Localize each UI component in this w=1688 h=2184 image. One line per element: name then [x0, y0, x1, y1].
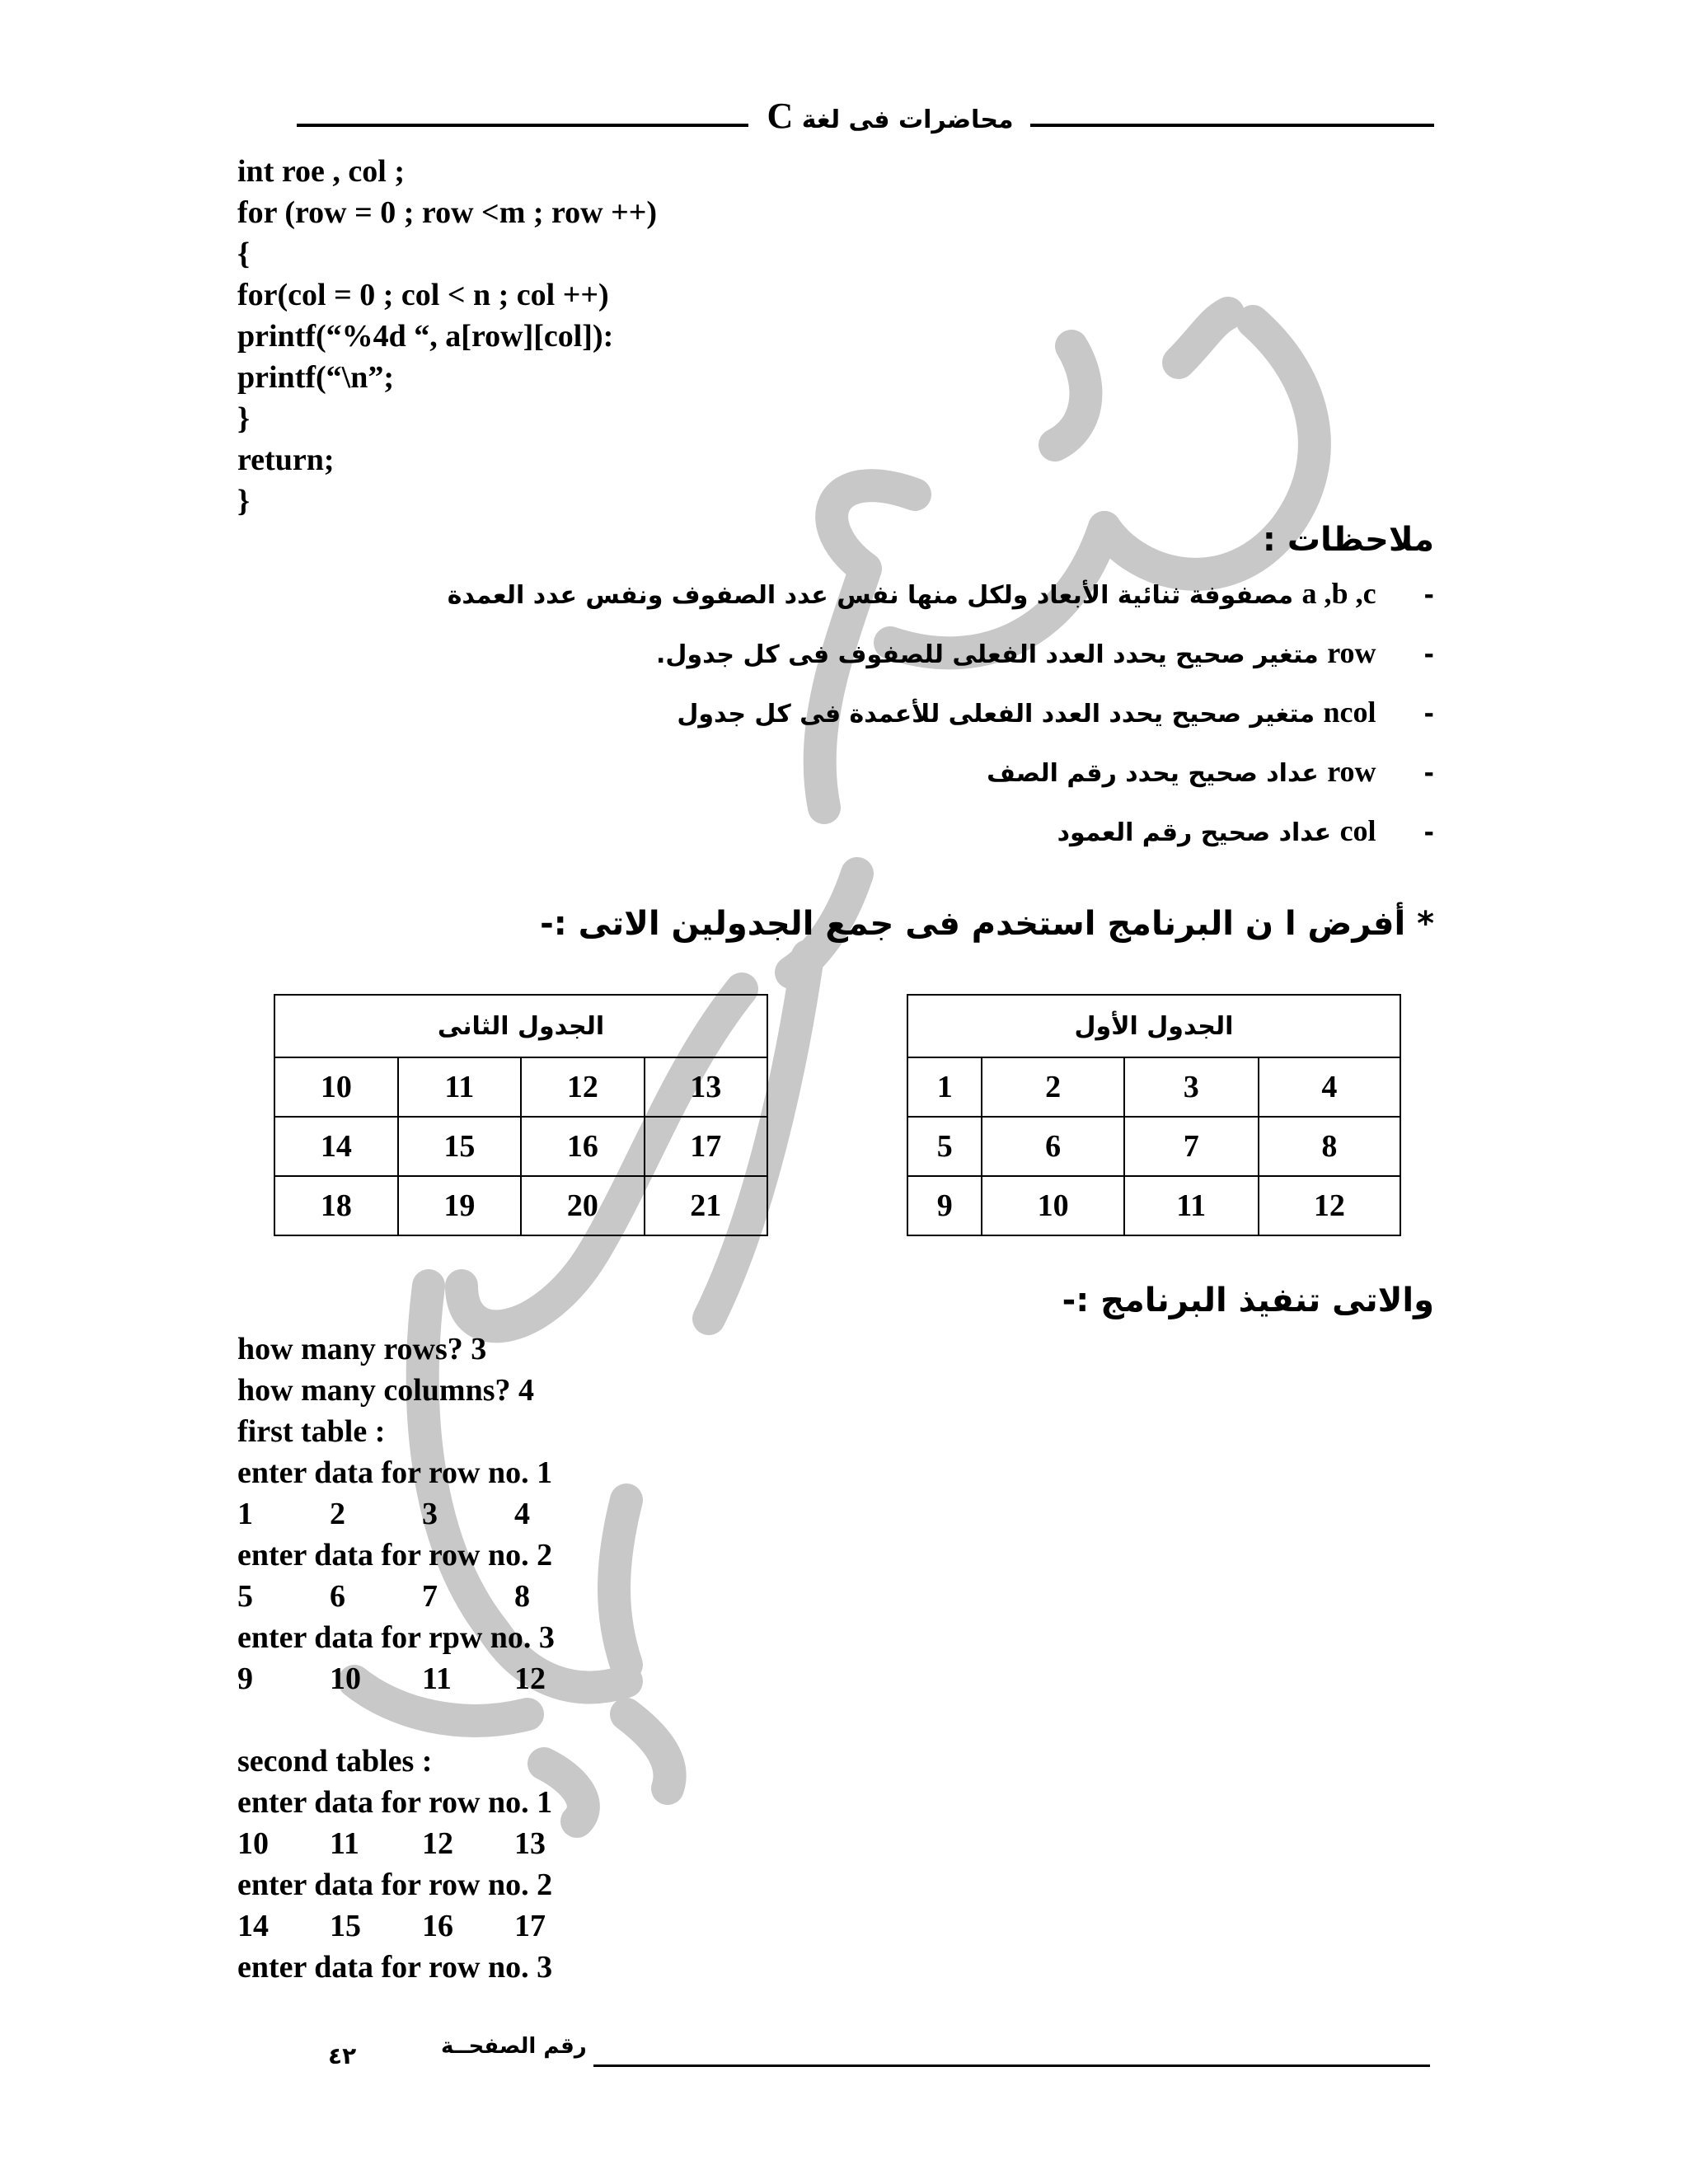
note-term: row: [1327, 755, 1376, 788]
run-value: 17: [514, 1909, 546, 1943]
note-text: متغير صحيح يحدد العدد الفعلى للأعمدة فى كل جدول: [677, 700, 1324, 729]
page-number-label: رقم الصفحــة: [441, 2034, 587, 2059]
run-value: 13: [514, 1826, 546, 1861]
assume-heading: * أفرض ا ن البرنامج استخدم فى جمع الجدولين الاتى :-: [540, 905, 1434, 943]
run-values: [237, 1493, 607, 1535]
table-cell: 10: [982, 1176, 1123, 1235]
run-values: [237, 1576, 607, 1617]
note-text: عداد صحيح يحدد رقم الصف: [987, 759, 1328, 788]
table-cell: 11: [398, 1057, 521, 1117]
table-cell: 7: [1124, 1117, 1259, 1176]
run-value: 11: [422, 1661, 452, 1696]
table-cell: 14: [274, 1117, 398, 1176]
table-cell: 21: [645, 1176, 767, 1235]
run-line: how many columns? 4: [237, 1373, 534, 1408]
table-cell: 8: [1259, 1117, 1400, 1176]
table-cell: 6: [982, 1117, 1123, 1176]
note-bullet: -: [1423, 581, 1434, 610]
run-value: 1: [237, 1497, 253, 1531]
table-cell: 5: [907, 1117, 982, 1176]
code-line: }: [237, 401, 250, 436]
table-first: [907, 994, 1401, 1236]
run-value: 14: [237, 1909, 269, 1943]
code-line: int roe , col ;: [237, 154, 405, 189]
table-cell: 11: [1124, 1176, 1259, 1235]
header-title-lang: C: [767, 96, 794, 136]
table-cell: 19: [398, 1176, 521, 1235]
note-text: مصفوفة ثنائية الأبعاد ولكل منها نفس عدد الصفوف ونفس عدد العمدة: [447, 581, 1302, 610]
code-line: for (row = 0 ; row <m ; row ++): [237, 195, 658, 230]
run-line: enter data for row no. 2: [237, 1868, 553, 1902]
run-value: 11: [330, 1826, 359, 1861]
run-line: first table :: [237, 1414, 386, 1449]
page-number: ٤٢: [328, 2042, 357, 2069]
note-bullet: -: [1423, 700, 1434, 729]
table-cell: 9: [907, 1176, 982, 1235]
run-value: 7: [422, 1579, 438, 1614]
note-item: [1057, 814, 1434, 850]
table-cell: 12: [521, 1057, 644, 1117]
code-line: }: [237, 484, 250, 518]
table-cell: 15: [398, 1117, 521, 1176]
header-title-text: محاضرات فى لغة: [801, 105, 1014, 134]
footer-rule: [593, 2064, 1430, 2067]
code-line: return;: [237, 443, 335, 477]
note-bullet: -: [1423, 759, 1434, 788]
run-values: [237, 1658, 607, 1699]
run-value: 12: [514, 1661, 546, 1696]
table-cell: 13: [645, 1057, 767, 1117]
note-term: col: [1339, 814, 1376, 847]
table-cell: 10: [274, 1057, 398, 1117]
table-cell: 4: [1259, 1057, 1400, 1117]
note-term: ncol: [1323, 696, 1376, 729]
table-cell: 2: [982, 1057, 1123, 1117]
header-rule-left: [297, 124, 748, 127]
run-value: 12: [422, 1826, 453, 1861]
page-header-title: [754, 95, 1026, 137]
note-term: row: [1327, 636, 1376, 669]
note-bullet: -: [1423, 818, 1434, 847]
note-item: [448, 577, 1434, 612]
table-cell: 20: [521, 1176, 644, 1235]
run-value: 8: [514, 1579, 530, 1614]
table-caption: الجدول الثانى: [274, 995, 767, 1057]
table-cell: 16: [521, 1117, 644, 1176]
table-caption: الجدول الأول: [907, 995, 1400, 1057]
note-item: [656, 636, 1434, 672]
note-text: متغير صحيح يحدد العدد الفعلى للصفوف فى كل جدول.: [656, 640, 1328, 669]
code-line: printf(“%4d “, a[row][col]):: [237, 319, 614, 354]
run-line: how many rows? 3: [237, 1332, 487, 1366]
note-text: عداد صحيح رقم العمود: [1057, 818, 1340, 847]
run-line: enter data for row no. 1: [237, 1785, 553, 1820]
run-values: [237, 1905, 607, 1947]
run-value: 9: [237, 1661, 253, 1696]
table-second: [274, 994, 768, 1236]
run-value: 6: [330, 1579, 345, 1614]
run-value: 15: [330, 1909, 361, 1943]
code-line: printf(“\n”;: [237, 360, 394, 395]
notes-heading: ملاحظات :: [1262, 521, 1434, 559]
run-value: 10: [330, 1661, 361, 1696]
run-value: 4: [514, 1497, 530, 1531]
table-cell: 17: [645, 1117, 767, 1176]
run-line: enter data for row no. 1: [237, 1455, 553, 1490]
run-line: enter data for rpw no. 3: [237, 1620, 555, 1655]
run-line: second tables :: [237, 1744, 433, 1779]
note-item: [677, 696, 1434, 731]
run-value: 10: [237, 1826, 269, 1861]
note-term: a ,b ,c: [1301, 577, 1376, 610]
run-value: 2: [330, 1497, 345, 1531]
table-cell: 1: [907, 1057, 982, 1117]
header-rule-right: [1030, 124, 1434, 127]
run-heading: والاتى تنفيذ البرنامج :-: [1062, 1282, 1434, 1319]
note-item: [987, 755, 1434, 790]
table-cell: 18: [274, 1176, 398, 1235]
table-cell: 12: [1259, 1176, 1400, 1235]
run-value: 5: [237, 1579, 253, 1614]
run-value: 3: [422, 1497, 438, 1531]
run-line: enter data for row no. 2: [237, 1538, 553, 1572]
code-line: for(col = 0 ; col < n ; col ++): [237, 278, 609, 312]
run-value: 16: [422, 1909, 453, 1943]
note-bullet: -: [1423, 640, 1434, 669]
table-cell: 3: [1124, 1057, 1259, 1117]
run-values: [237, 1823, 607, 1864]
code-line: {: [237, 237, 250, 271]
run-line: enter data for row no. 3: [237, 1950, 553, 1985]
